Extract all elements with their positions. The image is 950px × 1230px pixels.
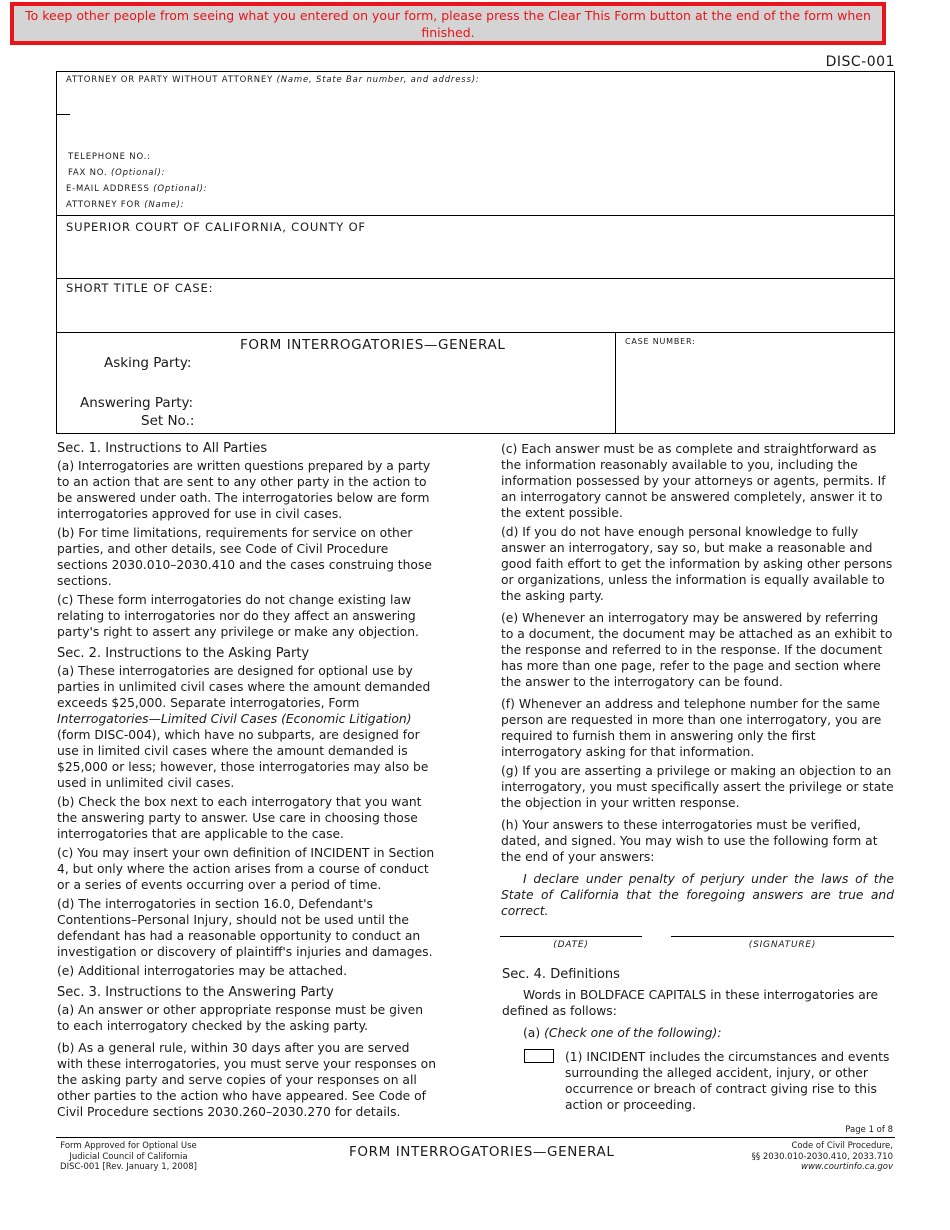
sec1-b: (b) For time limitations, requirements for service on other parties, and other details, see Code of Civil Procedure sections 2030.010–2030.410 and the cases construing those sections. (57, 526, 432, 588)
case-number-field[interactable] (622, 352, 888, 428)
sec3-b: (b) As a general rule, within 30 days after you are served with these interrogatories, you must serve your responses on the asking party and serve copies of your responses on all other parties to the action who have appeared. See Code of Civil Procedure sections 2030.260–2030.270 for details. (57, 1041, 436, 1119)
form-number: DISC-001 (825, 54, 895, 70)
sec3-d: (d) If you do not have enough personal knowledge to fully answer an interrogatory, say so, but make a reasonable and good faith effort to get the information by asking other persons or organizations, unless the information is equally available to the asking party. (501, 525, 893, 603)
right-column (501, 441, 894, 922)
sec3-g: (g) If you are asserting a privilege or making an objection to an interrogatory, you must specifically assert the privilege or state the objection in your written response. (501, 764, 894, 810)
asking-party-field[interactable] (200, 354, 605, 370)
footer-left: Form Approved for Optional Use Judicial Council of California DISC-001 [Rev. January 1, 2008] (60, 1141, 197, 1172)
footer-title: FORM INTERROGATORIES—GENERAL (349, 1144, 615, 1160)
sec1-c: (c) These form interrogatories do not change existing law relating to interrogatories nor do they affect an answering party's right to assert any privilege or make any objection. (57, 593, 419, 639)
short-title-label: SHORT TITLE OF CASE: (66, 281, 214, 295)
sec2-a: (a) These interrogatories are designed for optional use by parties in unlimited civil cases where the amount demanded exceeds $25,000. Separate interrogatories, Form Interrogatories—Limited Civil Cases (Economic Litigation) (form DISC-004), which have no subparts, are designed for use in limited civil cases where the amount demanded is $25,000 or less; however, those interrogatories may also be used in unlimited civil cases. (57, 664, 431, 790)
fax-field[interactable] (155, 166, 555, 179)
signature-field[interactable] (671, 916, 894, 934)
sec1-a: (a) Interrogatories are written questions prepared by a party to an action that are sent to any other party in the action to be answered under oath. The interrogatories below are form interrogatories approved for use in civil cases. (57, 459, 431, 521)
attorney-for-label: ATTORNEY FOR (Name): (66, 200, 185, 210)
sec3-h: (h) Your answers to these interrogatories must be verified, dated, and signed. You may wish to use the following form at the end of your answers: (501, 818, 878, 864)
answering-party-label: Answering Party: (80, 395, 194, 411)
clear-form-warning[interactable]: To keep other people from seeing what you entered on your form, please press the Clear This Form button at the end of the form when finished. (10, 2, 886, 45)
answering-party-field[interactable] (200, 394, 605, 410)
email-field[interactable] (196, 182, 596, 195)
short-title-field[interactable] (66, 297, 886, 327)
sec2-e: (e) Additional interrogatories may be attached. (57, 964, 348, 978)
sec4-intro: Words in BOLDFACE CAPITALS in these interrogatories are defined as follows: (502, 988, 879, 1018)
attorney-name-field[interactable] (64, 88, 884, 138)
footer-rule (56, 1137, 895, 1138)
footer-right: Code of Civil Procedure, §§ 2030.010-2030.410, 2033.710 www.courtinfo.ca.gov (751, 1141, 893, 1172)
set-no-label: Set No.: (141, 413, 195, 429)
courtinfo-link[interactable]: www.courtinfo.ca.gov (801, 1162, 893, 1172)
date-field[interactable] (500, 916, 642, 934)
sec4-a: (a) (Check one of the following): (523, 1026, 722, 1040)
attorney-for-field[interactable] (178, 198, 578, 211)
form-title: FORM INTERROGATORIES—GENERAL (240, 337, 506, 353)
sec3-c: (c) Each answer must be as complete and straightforward as the information reasonably available to you, including the information possessed by your attorneys or agents, permits. If an interrogatory cannot be answered completely, answer it to the extent possible. (501, 442, 886, 520)
sec2-d: (d) The interrogatories in section 16.0, Defendant's Contentions–Personal Injury, should not be used until the defendant has had a reasonable opportunity to conduct an investigation or discovery of plaintiff's injuries and damages. (57, 897, 433, 959)
left-column (57, 441, 439, 1123)
sec4-1: (1) INCIDENT includes the circumstances and events surrounding the alleged accident, injury, or other occurrence or breach of contract giving rise to this action or proceeding. (565, 1050, 890, 1112)
asking-party-label: Asking Party: (104, 355, 192, 371)
telephone-label: TELEPHONE NO.: (68, 152, 151, 162)
fax-label: FAX NO. (Optional): (68, 168, 166, 178)
court-label: SUPERIOR COURT OF CALIFORNIA, COUNTY OF (66, 220, 366, 234)
incident-checkbox[interactable] (524, 1049, 554, 1063)
sec2-c: (c) You may insert your own definition of INCIDENT in Section 4, but only where the action arises from a course of conduct or a series of events occurring over a period of time. (57, 846, 435, 892)
county-field[interactable] (66, 238, 886, 272)
signature-label: (SIGNATURE) (748, 940, 817, 950)
date-label: (DATE) (553, 940, 589, 950)
tick-mark (56, 114, 70, 115)
sec3-a: (a) An answer or other appropriate response must be given to each interrogatory checked by the asking party. (57, 1003, 424, 1033)
signature-line (671, 936, 894, 937)
sec4-heading: Sec. 4. Definitions (502, 967, 620, 982)
attorney-label: ATTORNEY OR PARTY WITHOUT ATTORNEY (Name, State Bar number, and address): (66, 75, 480, 85)
sec3-f: (f) Whenever an address and telephone number for the same person are requested in more than one interrogatory, you are required to furnish them in answering only the first interrogatory asking for that information. (501, 697, 882, 759)
email-label: E-MAIL ADDRESS (Optional): (66, 184, 208, 194)
sec1-heading: Sec. 1. Instructions to All Parties (57, 441, 268, 456)
set-no-field[interactable] (200, 412, 605, 428)
sec4-block (502, 967, 894, 1047)
sec2-heading: Sec. 2. Instructions to the Asking Party (57, 646, 310, 661)
sec2-b: (b) Check the box next to each interrogatory that you want the answering party to answer. Use care in choosing those interrogatories that are applicable to the case. (57, 795, 422, 841)
date-line (500, 936, 642, 937)
case-number-label: CASE NUMBER: (625, 337, 696, 346)
sec3-heading: Sec. 3. Instructions to the Answering Party (57, 985, 334, 1000)
telephone-field[interactable] (150, 150, 550, 163)
page-number: Page 1 of 8 (845, 1125, 893, 1135)
declaration: I declare under penalty of perjury under the laws of the State of California that the foregoing answers are true and correct. (501, 872, 894, 918)
sec3-e: (e) Whenever an interrogatory may be answered by referring to a document, the document may be attached as an exhibit to the response and referred to in the response. If the document has more than one page, refer to the page and section where the answer to the interrogatory can be found. (501, 611, 893, 689)
